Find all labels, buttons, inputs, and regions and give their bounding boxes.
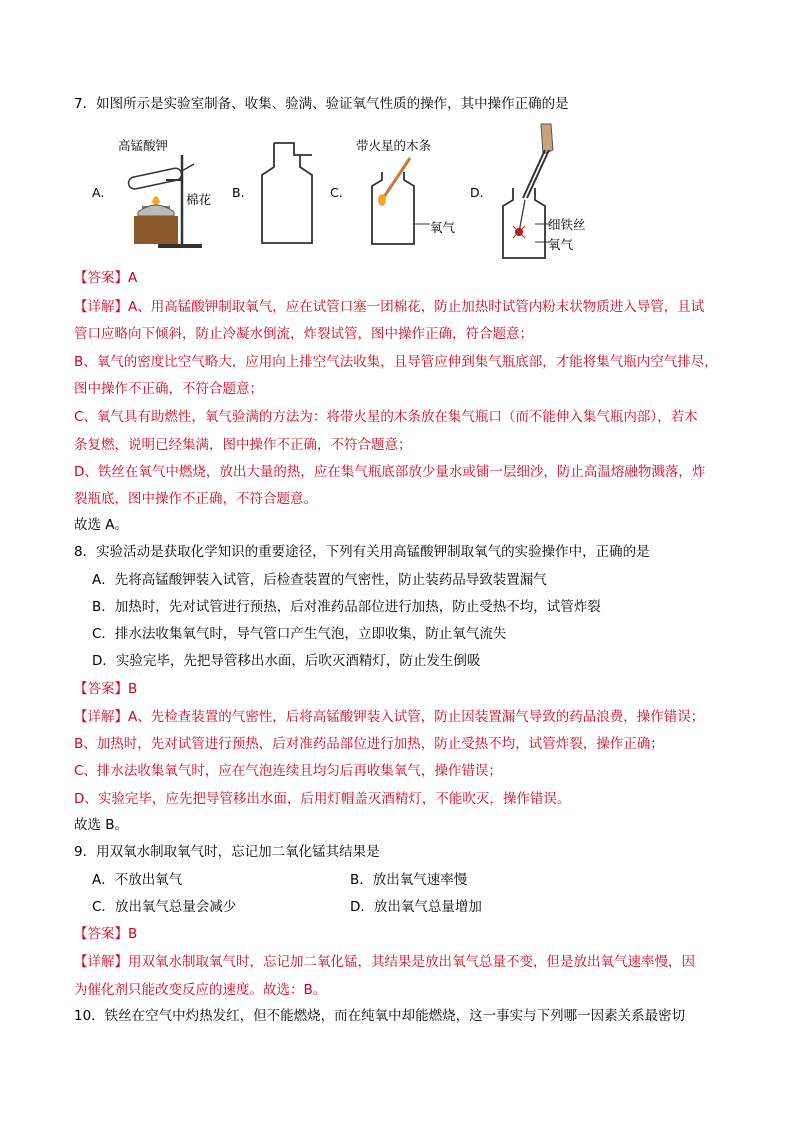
figure-a-label-top: 高锰酸钾 (118, 138, 169, 153)
q10-stem: 10．铁丝在空气中灼热发红，但不能燃烧，而在纯氧中却能燃烧，这一事实与下列哪一因素关系最密切 (74, 1008, 686, 1024)
q9-detail-1: 【详解】用双氧水制取氧气时，忘记加二氧化锰，其结果是放出氧气总量不变，但是放出氧气速率慢，因 (74, 954, 695, 970)
q7-detail-4: 图中操作不正确，不符合题意； (74, 381, 263, 397)
figure-c-label-side: 氧气 (430, 220, 456, 235)
q8-detail-1: 【详解】A、先检查装置的气密性，后将高锰酸钾装入试管，防止因装置漏气导致的药品浪费，操作错误； (74, 709, 705, 725)
q7-stem: 7．如图所示是实验室制备、收集、验满、验证氧气性质的操作，其中操作正确的是 (74, 96, 569, 112)
q7-detail-8: 裂瓶底，图中操作不正确，不符合题意。 (74, 491, 317, 507)
figure-b-gas-bottle (250, 135, 325, 250)
figure-a-letter: A. (92, 185, 105, 200)
figure-a-apparatus (118, 150, 198, 255)
q9-option-d: D．放出氧气总量增加 (350, 899, 482, 915)
q9-option-a: A．不放出氧气 (92, 872, 183, 888)
figure-d-apparatus (495, 120, 560, 260)
q9-stem: 9．用双氧水制取氧气时，忘记加二氧化锰其结果是 (74, 844, 380, 860)
q8-option-c: C．排水法收集氧气时，导气管口产生气泡，立即收集，防止氧气流失 (92, 626, 507, 642)
q8-option-b: B．加热时，先对试管进行预热，后对准药品部位进行加热，防止受热不均，试管炸裂 (92, 599, 601, 615)
q7-answer: 【答案】A (74, 270, 138, 286)
q8-detail-3: C、排水法收集氧气时，应在气泡连续且均匀后再收集氧气，操作错误； (74, 763, 502, 779)
q7-detail-6: 条复燃，说明已经集满，图中操作不正确，不符合题意； (74, 437, 412, 453)
q7-detail-2: 管口应略向下倾斜，防止冷凝水倒流，炸裂试管，图中操作正确，符合题意； (74, 326, 533, 342)
q9-option-c: C．放出氧气总量会减少 (92, 899, 237, 915)
figure-d-letter: D. (470, 185, 484, 200)
q7-conclusion: 故选 A。 (74, 517, 129, 533)
q9-option-b: B．放出氧气速率慢 (350, 872, 468, 888)
q8-answer: 【答案】B (74, 681, 138, 697)
q8-option-d: D．实验完毕，先把导管移出水面，后吹灭酒精灯，防止发生倒吸 (92, 653, 481, 669)
figure-d-label-wire: 细铁丝 (548, 217, 586, 232)
q9-answer: 【答案】B (74, 926, 138, 942)
figure-c-gas-bottle (360, 152, 440, 252)
q9-detail-2: 为催化剂只能改变反应的速度。故选：B。 (74, 982, 327, 998)
figure-c-label-top: 带火星的木条 (356, 138, 432, 153)
q7-detail-5: C、氧气具有助燃性，氧气验满的方法为：将带火星的木条放在集气瓶口（而不能伸入集气瓶内部），若木 (74, 409, 698, 425)
q7-detail-7: D、铁丝在氧气中燃烧，放出大量的热，应在集气瓶底部放少量水或铺一层细沙，防止高温熔融物溅落，炸 (74, 464, 706, 480)
figure-d-label-gas: 氧气 (548, 237, 574, 252)
figure-b-letter: B. (232, 185, 245, 200)
figure-a-label-side: 棉花 (186, 192, 212, 207)
q8-detail-2: B、加热时，先对试管进行预热，后对准药品部位进行加热，防止受热不均，试管炸裂，操作正确； (74, 736, 664, 752)
q8-stem: 8．实验活动是获取化学知识的重要途径，下列有关用高锰酸钾制取氧气的实验操作中，正确的是 (74, 544, 650, 560)
q7-detail-1: 【详解】A、用高锰酸钾制取氧气，应在试管口塞一团棉花，防止加热时试管内粉末状物质进入导管，且试 (74, 299, 705, 315)
q8-conclusion: 故选 B。 (74, 817, 129, 833)
q7-detail-3: B、氧气的密度比空气略大，应用向上排空气法收集，且导管应伸到集气瓶底部，才能将集气瓶内空气排尽， (74, 354, 718, 370)
q8-option-a: A．先将高锰酸钾装入试管，后检查装置的气密性，防止装药品导致装置漏气 (92, 572, 547, 588)
figure-c-letter: C. (330, 185, 343, 200)
q8-detail-4: D、实验完毕，应先把导管移出水面，后用灯帽盖灭酒精灯，不能吹灭，操作错误。 (74, 791, 571, 807)
